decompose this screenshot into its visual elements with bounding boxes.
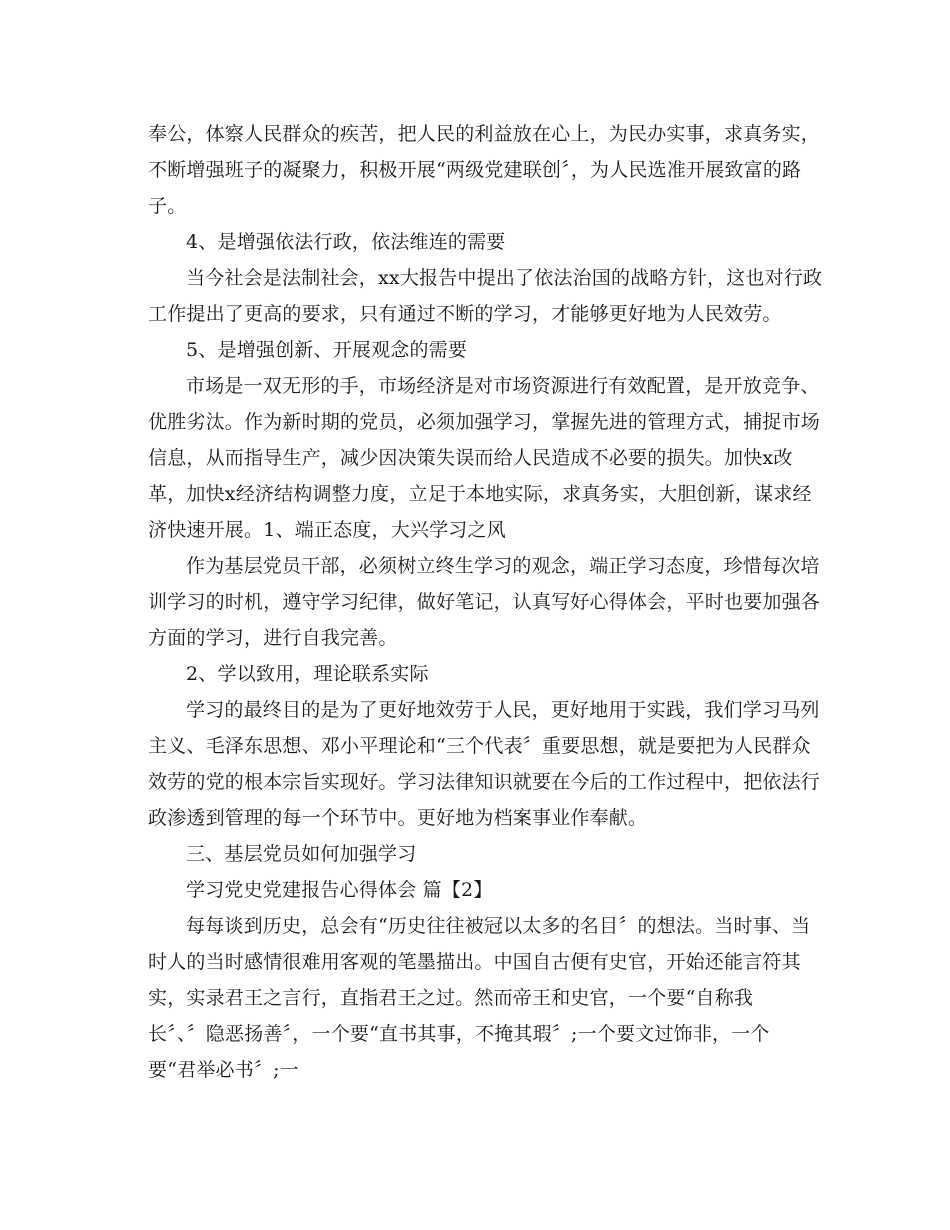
paragraph-first-line: 学习的最终目的是为了更好地效劳于人民，更好地用于实践，我们学习马列 [186, 699, 820, 721]
text-line: 实，实录君王之言行，直指君王之过。然而帝王和史官，一个要“自称我 [148, 987, 754, 1009]
section-heading: 5、是增强创新、开展观念的需要 [186, 339, 468, 361]
paragraph-first-line: 每每谈到历史，总会有“历史往往被冠以太多的名目〞的想法。当时事、当 [186, 915, 811, 937]
text-line: 信息，从而指导生产，减少因决策失误而给人民造成不必要的损失。加快x改 [148, 447, 793, 469]
text-line: 革，加快x经济结构调整力度，立足于本地实际，求真务实，大胆创新，谋求经 [148, 483, 812, 505]
text-line: 长〞、〞隐恶扬善〞，一个要“直书其事，不掩其瑕〞;一个要文过饰非，一个 [148, 1023, 770, 1045]
text-line: 优胜劣汰。作为新时期的党员，必须加强学习，掌握先进的管理方式，捕捉市场 [148, 411, 821, 433]
text-line: 子。 [148, 195, 187, 217]
text-line: 济快速开展。1、端正态度，大兴学习之风 [148, 519, 506, 541]
paragraph-first-line: 作为基层党员干部，必须树立终生学习的观念，端正学习态度，珍惜每次培 [186, 555, 820, 577]
text-line: 不断增强班子的凝聚力，积极开展“两级党建联创〞，为人民选准开展致富的路 [148, 159, 802, 181]
section-heading: 4、是增强依法行政，依法维连的需要 [186, 231, 506, 253]
text-line: 政渗透到管理的每一个环节中。更好地为档案事业作奉献。 [148, 807, 648, 829]
text-line: 奉公，体察人民群众的疾苦，把人民的利益放在心上，为民办实事，求真务实， [148, 123, 821, 145]
paragraph-first-line: 市场是一双无形的手，市场经济是对市场资源进行有效配置，是开放竞争、 [186, 375, 820, 397]
text-line: 训学习的时机，遵守学习纪律，做好笔记，认真写好心得体会，平时也要加强各 [148, 591, 821, 613]
section-heading: 2、学以致用，理论联系实际 [186, 663, 429, 685]
text-line: 要“君举必书〞;一 [148, 1059, 299, 1081]
text-line: 主义、毛泽东思想、邓小平理论和“三个代表〞重要思想，就是要把为人民群众 [148, 735, 811, 757]
article-title: 学习党史党建报告心得体会 篇【2】 [186, 879, 493, 901]
section-heading: 三、基层党员如何加强学习 [186, 843, 417, 865]
text-line: 效劳的党的根本宗旨实现好。学习法律知识就要在今后的工作过程中，把依法行 [148, 771, 821, 793]
text-line: 方面的学习，进行自我完善。 [148, 627, 398, 649]
text-line: 时人的当时感情很难用客观的笔墨描出。中国自古便有史官，开始还能言符其 [148, 951, 801, 973]
paragraph-first-line: 当今社会是法制社会，xx大报告中提出了依法治国的战略方针，这也对行政 [186, 267, 823, 289]
text-line: 工作提出了更高的要求，只有通过不断的学习，才能够更好地为人民效劳。 [148, 303, 782, 325]
